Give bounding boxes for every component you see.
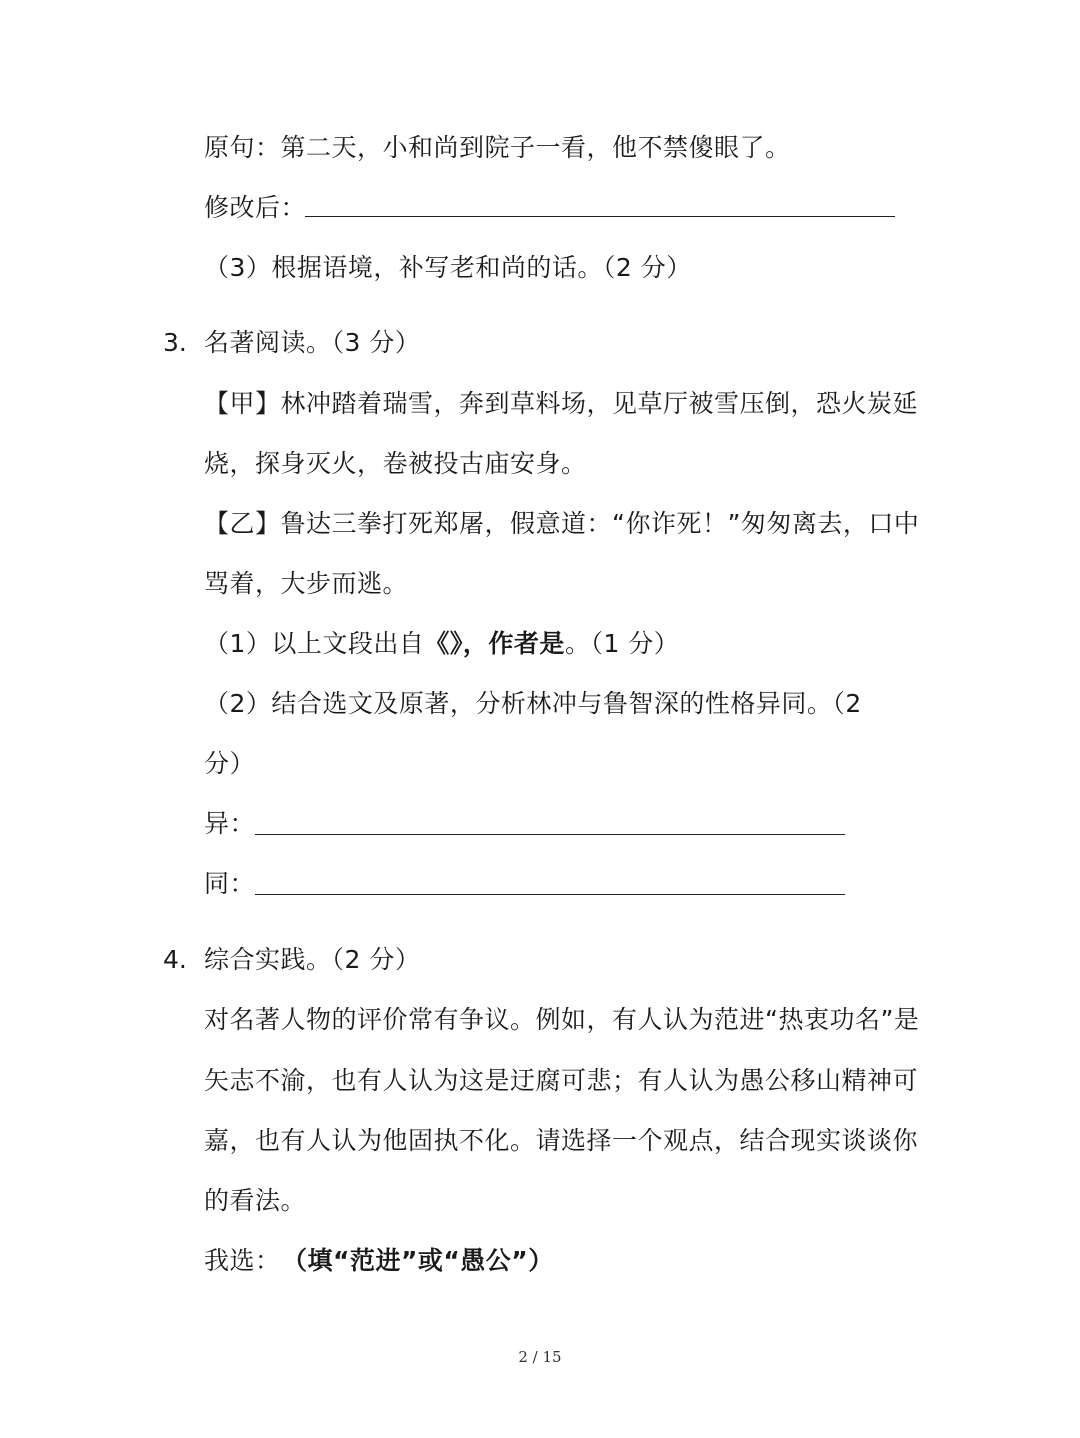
- question-3-1-end: 。（1 分）: [564, 629, 680, 658]
- revised-answer-line[interactable]: [305, 216, 895, 217]
- question-4-paragraph-line-1: 对名著人物的评价常有争议。例如，有人认为范进“热衷功名”是: [204, 1005, 920, 1034]
- question-3-2-line-1: （2）结合选文及原著，分析林冲与鲁智深的性格异同。（2: [204, 689, 862, 718]
- similarity-answer-line[interactable]: [255, 894, 845, 895]
- choice-hint: （填“范进”或“愚公”）: [294, 1246, 554, 1275]
- choice-label: 我选：: [204, 1246, 281, 1275]
- question-3-1-bold: 《》，作者是: [424, 629, 565, 658]
- question-3-1: [204, 627, 679, 661]
- question-4-paragraph-line-3: 嘉，也有人认为他固执不化。请选择一个观点，结合现实谈谈你: [204, 1126, 919, 1155]
- passage-jia-line-2: 烧，探身灭火，卷被投古庙安身。: [204, 449, 587, 478]
- question-3-number: 3.: [163, 328, 187, 357]
- original-sentence: 原句：第二天，小和尚到院子一看，他不禁傻眼了。: [204, 133, 791, 162]
- choice-row: [204, 1244, 554, 1278]
- question-3-title: 名著阅读。（3 分）: [204, 328, 421, 357]
- question-4-title: 综合实践。（2 分）: [204, 945, 421, 974]
- difference-label: 异：: [204, 809, 256, 838]
- question-3-1-start: （1）以上文段出自: [204, 629, 425, 658]
- question-3-2-line-2: 分）: [204, 749, 256, 778]
- passage-jia-line-1: 【甲】林冲踏着瑞雪，奔到草料场，见草厅被雪压倒，恐火炭延: [204, 389, 919, 418]
- passage-yi-line-2: 骂着，大步而逃。: [204, 569, 409, 598]
- difference-answer-line[interactable]: [255, 834, 845, 835]
- revised-label: 修改后：: [204, 193, 307, 222]
- question-4-paragraph-line-4: 的看法。: [204, 1186, 307, 1215]
- similarity-label: 同：: [204, 869, 256, 898]
- question-4-paragraph-line-2: 矢志不渝，也有人认为这是迂腐可悲；有人认为愚公移山精神可: [204, 1066, 919, 1095]
- question-4-number: 4.: [163, 945, 187, 974]
- passage-yi-line-1: 【乙】鲁达三拳打死郑屠，假意道：“你诈死！”匆匆离去，口中: [204, 509, 920, 538]
- page-number: 2 / 15: [518, 1348, 562, 1366]
- question-2-3: （3）根据语境，补写老和尚的话。（2 分）: [204, 253, 692, 282]
